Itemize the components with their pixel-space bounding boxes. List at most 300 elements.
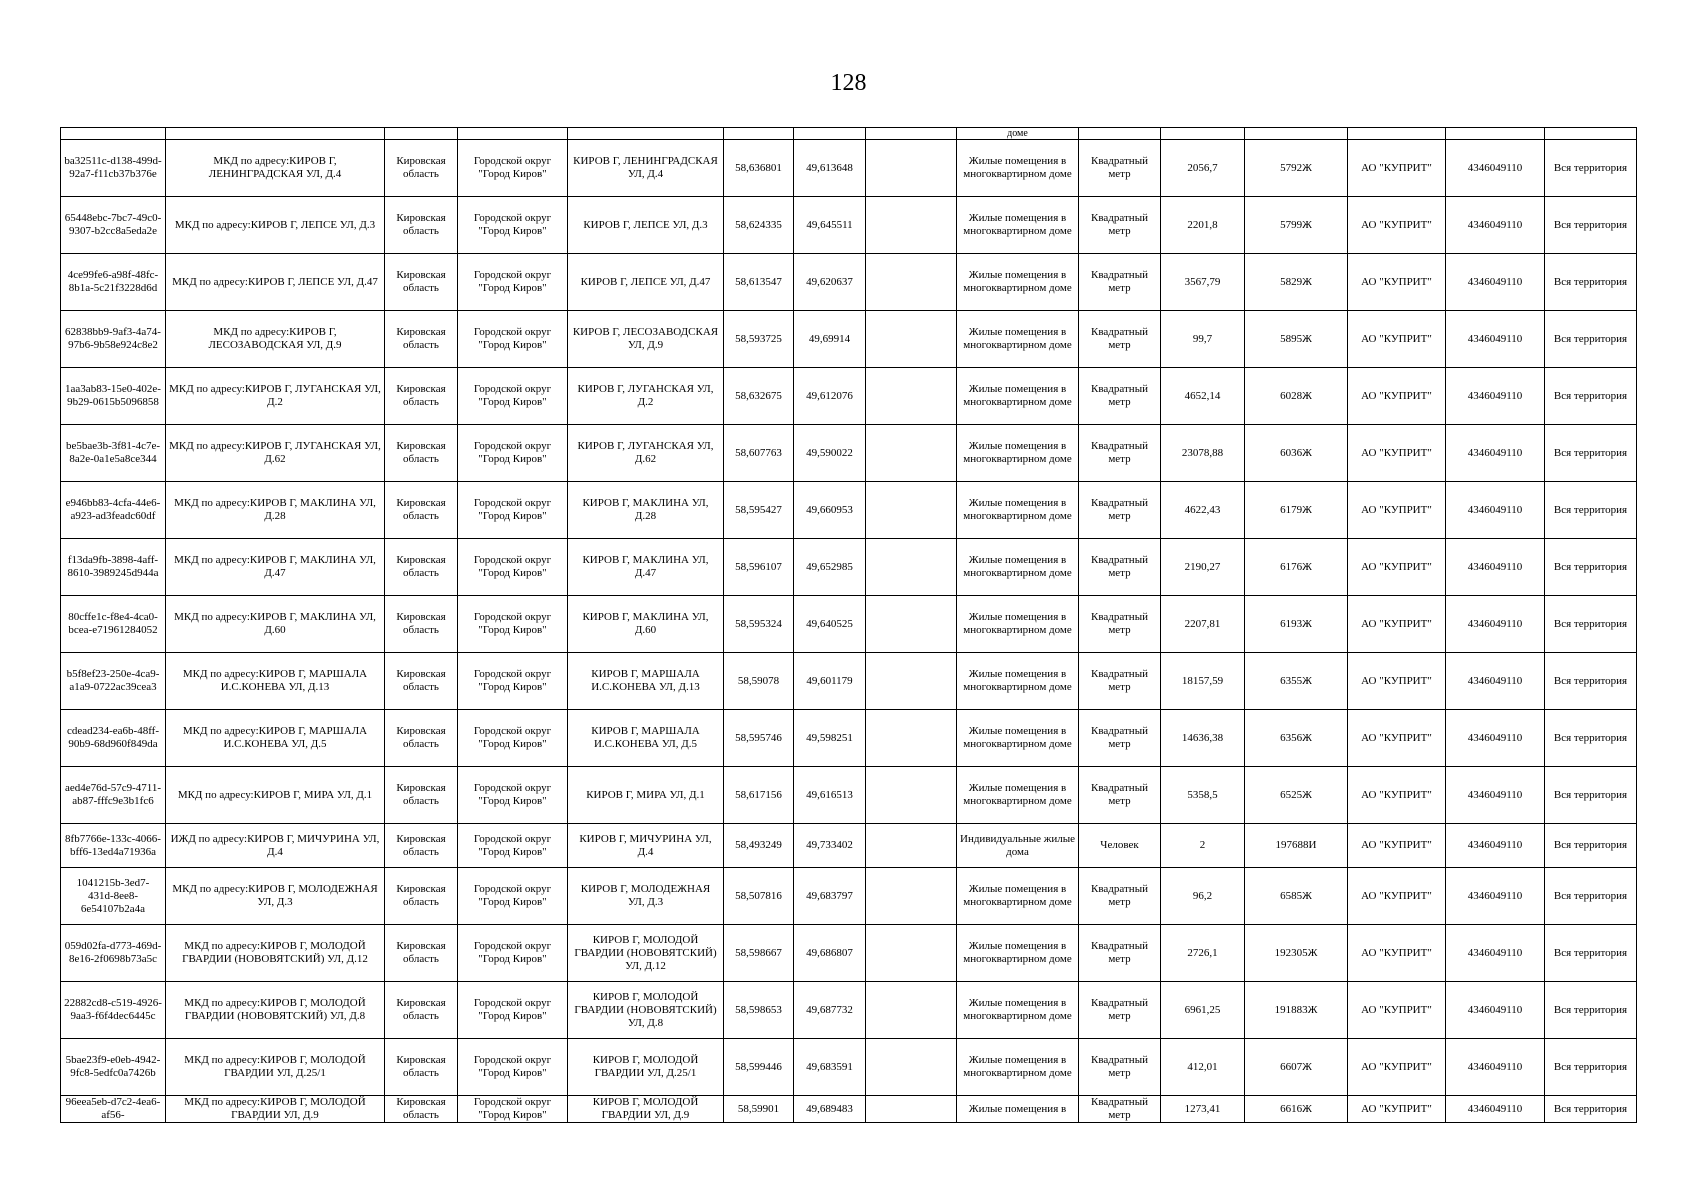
cell-id: 65448ebc-7bc7-49c0-9307-b2cc8a5eda2e: [61, 197, 166, 254]
cell-name: МКД по адресу:КИРОВ Г, МАКЛИНА УЛ, Д.28: [166, 482, 385, 539]
cell-territory: Вся территория: [1545, 1096, 1637, 1123]
cell-region: Кировская область: [385, 254, 458, 311]
table-row: [61, 596, 1637, 653]
cell-municipality: Городской округ "Город Киров": [458, 824, 568, 868]
cell-code: 6355Ж: [1245, 653, 1348, 710]
cell-quantity: 2056,7: [1161, 140, 1245, 197]
cell-empty: [866, 925, 957, 982]
table-row: [61, 425, 1637, 482]
table-row: [61, 197, 1637, 254]
cell-organization: АО "КУПРИТ": [1348, 425, 1446, 482]
cell-name: МКД по адресу:КИРОВ Г, ЛУГАНСКАЯ УЛ, Д.62: [166, 425, 385, 482]
cell-code: 6028Ж: [1245, 368, 1348, 425]
cell-organization: АО "КУПРИТ": [1348, 140, 1446, 197]
cell-empty: [866, 368, 957, 425]
cell-quantity: 5358,5: [1161, 767, 1245, 824]
cell-inn: 4346049110: [1446, 254, 1545, 311]
cell-code: 6193Ж: [1245, 596, 1348, 653]
cell-territory: Вся территория: [1545, 653, 1637, 710]
cell-empty: [568, 128, 724, 140]
cell-code: 5895Ж: [1245, 311, 1348, 368]
cell-inn: 4346049110: [1446, 1096, 1545, 1123]
cell-territory: Вся территория: [1545, 311, 1637, 368]
table-row: [61, 1096, 1637, 1123]
cell-id: 1041215b-3ed7-431d-8ee8-6e54107b2a4a: [61, 868, 166, 925]
cell-unit: Квадратный метр: [1079, 539, 1161, 596]
cell-longitude: 49,69914: [794, 311, 866, 368]
cell-id: 4ce99fe6-a98f-48fc-8b1a-5c21f3228d6d: [61, 254, 166, 311]
table-row: [61, 140, 1637, 197]
cell-id: be5bae3b-3f81-4c7e-8a2e-0a1e5a8ce344: [61, 425, 166, 482]
table-row: [61, 868, 1637, 925]
cell-inn: 4346049110: [1446, 197, 1545, 254]
cell-empty: [1161, 128, 1245, 140]
cell-latitude: 58,596107: [724, 539, 794, 596]
cell-territory: Вся территория: [1545, 982, 1637, 1039]
cell-empty: [866, 653, 957, 710]
table-body: [61, 128, 1637, 1123]
cell-territory: Вся территория: [1545, 140, 1637, 197]
cell-address: КИРОВ Г, МОЛОДОЙ ГВАРДИИ (НОВОВЯТСКИЙ) УЛ, Д.8: [568, 982, 724, 1039]
cell-id: 62838bb9-9af3-4a74-97b6-9b58e924c8e2: [61, 311, 166, 368]
cell-name: МКД по адресу:КИРОВ Г, МОЛОДЕЖНАЯ УЛ, Д.3: [166, 868, 385, 925]
cell-longitude: 49,689483: [794, 1096, 866, 1123]
cell-address: КИРОВ Г, МИРА УЛ, Д.1: [568, 767, 724, 824]
cell-object-type: Жилые помещения в многоквартирном доме: [957, 197, 1079, 254]
cell-unit: Квадратный метр: [1079, 311, 1161, 368]
cell-organization: АО "КУПРИТ": [1348, 653, 1446, 710]
cell-organization: АО "КУПРИТ": [1348, 710, 1446, 767]
cell-id: 80cffe1c-f8e4-4ca0-bcea-e71961284052: [61, 596, 166, 653]
cell-address: КИРОВ Г, ЛУГАНСКАЯ УЛ, Д.2: [568, 368, 724, 425]
cell-empty: [866, 710, 957, 767]
cell-region: Кировская область: [385, 197, 458, 254]
cell-municipality: Городской округ "Город Киров": [458, 539, 568, 596]
table-row: [61, 982, 1637, 1039]
cell-longitude: 49,601179: [794, 653, 866, 710]
cell-territory: Вся территория: [1545, 482, 1637, 539]
cell-inn: 4346049110: [1446, 539, 1545, 596]
cell-address: КИРОВ Г, МАКЛИНА УЛ, Д.60: [568, 596, 724, 653]
cell-empty: [866, 824, 957, 868]
cell-code: 197688И: [1245, 824, 1348, 868]
continuation-strip: [61, 128, 1637, 140]
cell-longitude: 49,686807: [794, 925, 866, 982]
cell-inn: 4346049110: [1446, 368, 1545, 425]
cell-empty: [1245, 128, 1348, 140]
cell-unit: Квадратный метр: [1079, 425, 1161, 482]
cell-id: e946bb83-4cfa-44e6-a923-ad3feadc60df: [61, 482, 166, 539]
cell-quantity: 6961,25: [1161, 982, 1245, 1039]
cell-code: 5799Ж: [1245, 197, 1348, 254]
cell-inn: 4346049110: [1446, 482, 1545, 539]
cell-longitude: 49,640525: [794, 596, 866, 653]
cell-name: МКД по адресу:КИРОВ Г, ЛЕПСЕ УЛ, Д.47: [166, 254, 385, 311]
cell-municipality: Городской округ "Город Киров": [458, 868, 568, 925]
cell-longitude: 49,733402: [794, 824, 866, 868]
cell-unit: Квадратный метр: [1079, 1096, 1161, 1123]
cell-territory: Вся территория: [1545, 368, 1637, 425]
cell-address: КИРОВ Г, ЛЕСОЗАВОДСКАЯ УЛ, Д.9: [568, 311, 724, 368]
cell-empty: [458, 128, 568, 140]
cell-address: КИРОВ Г, МАРШАЛА И.С.КОНЕВА УЛ, Д.13: [568, 653, 724, 710]
cell-quantity: 2726,1: [1161, 925, 1245, 982]
cell-name: ИЖД по адресу:КИРОВ Г, МИЧУРИНА УЛ, Д.4: [166, 824, 385, 868]
cell-object-type: Жилые помещения в многоквартирном доме: [957, 868, 1079, 925]
cell-municipality: Городской округ "Город Киров": [458, 197, 568, 254]
table-row: [61, 368, 1637, 425]
cell-id: b5f8ef23-250e-4ca9-a1a9-0722ac39cea3: [61, 653, 166, 710]
cell-longitude: 49,613648: [794, 140, 866, 197]
cell-unit: Квадратный метр: [1079, 767, 1161, 824]
cell-empty: [866, 767, 957, 824]
cell-empty: [866, 982, 957, 1039]
cell-municipality: Городской округ "Город Киров": [458, 254, 568, 311]
cell-code: 192305Ж: [1245, 925, 1348, 982]
cell-inn: 4346049110: [1446, 925, 1545, 982]
cell-organization: АО "КУПРИТ": [1348, 539, 1446, 596]
cell-unit: Квадратный метр: [1079, 197, 1161, 254]
table-row: [61, 1039, 1637, 1096]
cell-address: КИРОВ Г, МОЛОДОЙ ГВАРДИИ УЛ, Д.25/1: [568, 1039, 724, 1096]
cell-region: Кировская область: [385, 482, 458, 539]
cell-empty: [724, 128, 794, 140]
cell-municipality: Городской округ "Город Киров": [458, 425, 568, 482]
cell-latitude: 58,598653: [724, 982, 794, 1039]
cell-code: 5829Ж: [1245, 254, 1348, 311]
cell-object-type: Жилые помещения в многоквартирном доме: [957, 140, 1079, 197]
cell-quantity: 96,2: [1161, 868, 1245, 925]
cell-code: 6036Ж: [1245, 425, 1348, 482]
cell-territory: Вся территория: [1545, 254, 1637, 311]
cell-unit: Квадратный метр: [1079, 140, 1161, 197]
cell-code: 6525Ж: [1245, 767, 1348, 824]
cell-empty: [166, 128, 385, 140]
cell-region: Кировская область: [385, 767, 458, 824]
cell-organization: АО "КУПРИТ": [1348, 1039, 1446, 1096]
cell-quantity: 4622,43: [1161, 482, 1245, 539]
cell-name: МКД по адресу:КИРОВ Г, МОЛОДОЙ ГВАРДИИ УЛ, Д.25/1: [166, 1039, 385, 1096]
cell-unit: Квадратный метр: [1079, 925, 1161, 982]
cell-object-type: Индивидуальные жилые дома: [957, 824, 1079, 868]
cell-organization: АО "КУПРИТ": [1348, 254, 1446, 311]
cell-id: aed4e76d-57c9-4711-ab87-fffc9e3b1fc6: [61, 767, 166, 824]
cell-unit: Квадратный метр: [1079, 596, 1161, 653]
cell-latitude: 58,613547: [724, 254, 794, 311]
cell-name: МКД по адресу:КИРОВ Г, МОЛОДОЙ ГВАРДИИ УЛ, Д.9: [166, 1096, 385, 1123]
cell-municipality: Городской округ "Город Киров": [458, 710, 568, 767]
cell-longitude: 49,620637: [794, 254, 866, 311]
cell-quantity: 2207,81: [1161, 596, 1245, 653]
cell-region: Кировская область: [385, 596, 458, 653]
cell-name: МКД по адресу:КИРОВ Г, МОЛОДОЙ ГВАРДИИ (НОВОВЯТСКИЙ) УЛ, Д.8: [166, 982, 385, 1039]
cell-territory: Вся территория: [1545, 824, 1637, 868]
cell-quantity: 14636,38: [1161, 710, 1245, 767]
table-row: [61, 311, 1637, 368]
cell-territory: Вся территория: [1545, 539, 1637, 596]
cell-id: 1aa3ab83-15e0-402e-9b29-0615b5096858: [61, 368, 166, 425]
cell-quantity: 2201,8: [1161, 197, 1245, 254]
cell-inn: 4346049110: [1446, 425, 1545, 482]
cell-name: МКД по адресу:КИРОВ Г, МАКЛИНА УЛ, Д.60: [166, 596, 385, 653]
cell-municipality: Городской округ "Город Киров": [458, 1039, 568, 1096]
cell-object-type: Жилые помещения в многоквартирном доме: [957, 596, 1079, 653]
cell-code: 6179Ж: [1245, 482, 1348, 539]
cell-municipality: Городской округ "Город Киров": [458, 368, 568, 425]
table-row: [61, 710, 1637, 767]
cell-latitude: 58,599446: [724, 1039, 794, 1096]
cell-inn: 4346049110: [1446, 982, 1545, 1039]
cell-address: КИРОВ Г, МАКЛИНА УЛ, Д.47: [568, 539, 724, 596]
cell-municipality: Городской округ "Город Киров": [458, 311, 568, 368]
table-row: [61, 482, 1637, 539]
table-row: [61, 925, 1637, 982]
cell-inn: 4346049110: [1446, 140, 1545, 197]
cell-latitude: 58,595746: [724, 710, 794, 767]
cell-quantity: 1273,41: [1161, 1096, 1245, 1123]
cell-quantity: 4652,14: [1161, 368, 1245, 425]
cell-quantity: 18157,59: [1161, 653, 1245, 710]
cell-object-type: Жилые помещения в многоквартирном доме: [957, 425, 1079, 482]
cell-longitude: 49,660953: [794, 482, 866, 539]
cell-address: КИРОВ Г, МИЧУРИНА УЛ, Д.4: [568, 824, 724, 868]
cell-latitude: 58,636801: [724, 140, 794, 197]
page-number: 128: [830, 70, 867, 96]
cell-unit: Квадратный метр: [1079, 1039, 1161, 1096]
cell-municipality: Городской округ "Город Киров": [458, 982, 568, 1039]
cell-municipality: Городской округ "Город Киров": [458, 140, 568, 197]
cell-latitude: 58,507816: [724, 868, 794, 925]
cell-address: КИРОВ Г, ЛЕНИНГРАДСКАЯ УЛ, Д.4: [568, 140, 724, 197]
cell-unit: Квадратный метр: [1079, 982, 1161, 1039]
cell-name: МКД по адресу:КИРОВ Г, ЛУГАНСКАЯ УЛ, Д.2: [166, 368, 385, 425]
cell-organization: АО "КУПРИТ": [1348, 368, 1446, 425]
cell-address: КИРОВ Г, МОЛОДОЙ ГВАРДИИ (НОВОВЯТСКИЙ) УЛ, Д.12: [568, 925, 724, 982]
cell-municipality: Городской округ "Город Киров": [458, 767, 568, 824]
cell-inn: 4346049110: [1446, 824, 1545, 868]
cell-inn: 4346049110: [1446, 596, 1545, 653]
cell-organization: АО "КУПРИТ": [1348, 868, 1446, 925]
cell-longitude: 49,590022: [794, 425, 866, 482]
cell-name: МКД по адресу:КИРОВ Г, ЛЕПСЕ УЛ, Д.3: [166, 197, 385, 254]
cell-organization: АО "КУПРИТ": [1348, 197, 1446, 254]
cell-object-type: Жилые помещения в многоквартирном доме: [957, 368, 1079, 425]
cell-latitude: 58,493249: [724, 824, 794, 868]
cell-inn: 4346049110: [1446, 653, 1545, 710]
table-row: [61, 653, 1637, 710]
cell-id: 5bae23f9-e0eb-4942-9fc8-5edfc0a7426b: [61, 1039, 166, 1096]
cell-organization: АО "КУПРИТ": [1348, 982, 1446, 1039]
cell-empty: [61, 128, 166, 140]
cell-territory: Вся территория: [1545, 596, 1637, 653]
cell-region: Кировская область: [385, 710, 458, 767]
cell-quantity: 2190,27: [1161, 539, 1245, 596]
cell-empty: [1446, 128, 1545, 140]
cell-object-type: Жилые помещения в многоквартирном доме: [957, 653, 1079, 710]
cell-empty: [866, 254, 957, 311]
cell-empty: [794, 128, 866, 140]
cell-region: Кировская область: [385, 1039, 458, 1096]
cell-latitude: 58,593725: [724, 311, 794, 368]
cell-empty: [1348, 128, 1446, 140]
cell-object-type: доме: [957, 128, 1079, 140]
cell-municipality: Городской округ "Город Киров": [458, 1096, 568, 1123]
cell-quantity: 99,7: [1161, 311, 1245, 368]
cell-inn: 4346049110: [1446, 710, 1545, 767]
cell-latitude: 58,595427: [724, 482, 794, 539]
cell-unit: Квадратный метр: [1079, 482, 1161, 539]
cell-address: КИРОВ Г, ЛУГАНСКАЯ УЛ, Д.62: [568, 425, 724, 482]
cell-organization: АО "КУПРИТ": [1348, 311, 1446, 368]
cell-unit: Квадратный метр: [1079, 653, 1161, 710]
cell-code: 6616Ж: [1245, 1096, 1348, 1123]
cell-municipality: Городской округ "Город Киров": [458, 653, 568, 710]
cell-longitude: 49,645511: [794, 197, 866, 254]
cell-code: 6607Ж: [1245, 1039, 1348, 1096]
cell-id: f13da9fb-3898-4aff-8610-3989245d944a: [61, 539, 166, 596]
cell-address: КИРОВ Г, МОЛОДЕЖНАЯ УЛ, Д.3: [568, 868, 724, 925]
cell-empty: [866, 868, 957, 925]
cell-longitude: 49,598251: [794, 710, 866, 767]
cell-region: Кировская область: [385, 824, 458, 868]
cell-territory: Вся территория: [1545, 925, 1637, 982]
cell-quantity: 412,01: [1161, 1039, 1245, 1096]
registry-table: [60, 127, 1637, 1123]
cell-empty: [866, 140, 957, 197]
cell-latitude: 58,595324: [724, 596, 794, 653]
cell-id: 96eea5eb-d7c2-4ea6-af56-: [61, 1096, 166, 1123]
cell-region: Кировская область: [385, 1096, 458, 1123]
cell-longitude: 49,687732: [794, 982, 866, 1039]
cell-address: КИРОВ Г, МОЛОДОЙ ГВАРДИИ УЛ, Д.9: [568, 1096, 724, 1123]
cell-unit: Человек: [1079, 824, 1161, 868]
cell-territory: Вся территория: [1545, 425, 1637, 482]
cell-unit: Квадратный метр: [1079, 710, 1161, 767]
cell-latitude: 58,598667: [724, 925, 794, 982]
cell-code: 191883Ж: [1245, 982, 1348, 1039]
cell-empty: [385, 128, 458, 140]
cell-organization: АО "КУПРИТ": [1348, 824, 1446, 868]
cell-address: КИРОВ Г, ЛЕПСЕ УЛ, Д.47: [568, 254, 724, 311]
cell-id: cdead234-ea6b-48ff-90b9-68d960f849da: [61, 710, 166, 767]
cell-region: Кировская область: [385, 311, 458, 368]
cell-code: 5792Ж: [1245, 140, 1348, 197]
cell-object-type: Жилые помещения в многоквартирном доме: [957, 1039, 1079, 1096]
cell-id: 22882cd8-c519-4926-9aa3-f6f4dec6445c: [61, 982, 166, 1039]
cell-empty: [1079, 128, 1161, 140]
cell-object-type: Жилые помещения в: [957, 1096, 1079, 1123]
cell-object-type: Жилые помещения в многоквартирном доме: [957, 982, 1079, 1039]
cell-organization: АО "КУПРИТ": [1348, 596, 1446, 653]
cell-region: Кировская область: [385, 868, 458, 925]
cell-quantity: 3567,79: [1161, 254, 1245, 311]
cell-name: МКД по адресу:КИРОВ Г, ЛЕНИНГРАДСКАЯ УЛ, Д.4: [166, 140, 385, 197]
cell-latitude: 58,59078: [724, 653, 794, 710]
cell-municipality: Городской округ "Город Киров": [458, 596, 568, 653]
cell-latitude: 58,624335: [724, 197, 794, 254]
cell-organization: АО "КУПРИТ": [1348, 925, 1446, 982]
table-row: [61, 254, 1637, 311]
cell-longitude: 49,683797: [794, 868, 866, 925]
cell-empty: [1545, 128, 1637, 140]
cell-empty: [866, 539, 957, 596]
cell-territory: Вся территория: [1545, 710, 1637, 767]
cell-quantity: 23078,88: [1161, 425, 1245, 482]
cell-code: 6585Ж: [1245, 868, 1348, 925]
cell-code: 6356Ж: [1245, 710, 1348, 767]
cell-inn: 4346049110: [1446, 868, 1545, 925]
cell-empty: [866, 1096, 957, 1123]
cell-address: КИРОВ Г, МАКЛИНА УЛ, Д.28: [568, 482, 724, 539]
cell-name: МКД по адресу:КИРОВ Г, МОЛОДОЙ ГВАРДИИ (НОВОВЯТСКИЙ) УЛ, Д.12: [166, 925, 385, 982]
cell-longitude: 49,652985: [794, 539, 866, 596]
cell-empty: [866, 482, 957, 539]
cell-latitude: 58,617156: [724, 767, 794, 824]
cell-address: КИРОВ Г, ЛЕПСЕ УЛ, Д.3: [568, 197, 724, 254]
cell-region: Кировская область: [385, 140, 458, 197]
cell-empty: [866, 128, 957, 140]
cell-unit: Квадратный метр: [1079, 368, 1161, 425]
cell-unit: Квадратный метр: [1079, 868, 1161, 925]
cell-id: ba32511c-d138-499d-92a7-f11cb37b376e: [61, 140, 166, 197]
cell-organization: АО "КУПРИТ": [1348, 482, 1446, 539]
table-row: [61, 824, 1637, 868]
cell-latitude: 58,632675: [724, 368, 794, 425]
cell-object-type: Жилые помещения в многоквартирном доме: [957, 539, 1079, 596]
cell-territory: Вся территория: [1545, 767, 1637, 824]
cell-code: 6176Ж: [1245, 539, 1348, 596]
cell-inn: 4346049110: [1446, 1039, 1545, 1096]
cell-organization: АО "КУПРИТ": [1348, 767, 1446, 824]
cell-inn: 4346049110: [1446, 767, 1545, 824]
cell-unit: Квадратный метр: [1079, 254, 1161, 311]
cell-empty: [866, 311, 957, 368]
cell-empty: [866, 425, 957, 482]
cell-region: Кировская область: [385, 425, 458, 482]
cell-object-type: Жилые помещения в многоквартирном доме: [957, 311, 1079, 368]
cell-longitude: 49,612076: [794, 368, 866, 425]
cell-region: Кировская область: [385, 982, 458, 1039]
cell-object-type: Жилые помещения в многоквартирном доме: [957, 710, 1079, 767]
cell-longitude: 49,616513: [794, 767, 866, 824]
cell-latitude: 58,59901: [724, 1096, 794, 1123]
cell-empty: [866, 596, 957, 653]
cell-territory: Вся территория: [1545, 197, 1637, 254]
table-row: [61, 539, 1637, 596]
cell-name: МКД по адресу:КИРОВ Г, МАКЛИНА УЛ, Д.47: [166, 539, 385, 596]
cell-name: МКД по адресу:КИРОВ Г, МИРА УЛ, Д.1: [166, 767, 385, 824]
cell-name: МКД по адресу:КИРОВ Г, ЛЕСОЗАВОДСКАЯ УЛ, Д.9: [166, 311, 385, 368]
cell-inn: 4346049110: [1446, 311, 1545, 368]
cell-territory: Вся территория: [1545, 1039, 1637, 1096]
cell-region: Кировская область: [385, 653, 458, 710]
cell-region: Кировская область: [385, 368, 458, 425]
cell-quantity: 2: [1161, 824, 1245, 868]
cell-region: Кировская область: [385, 925, 458, 982]
cell-municipality: Городской округ "Город Киров": [458, 925, 568, 982]
cell-latitude: 58,607763: [724, 425, 794, 482]
cell-object-type: Жилые помещения в многоквартирном доме: [957, 254, 1079, 311]
cell-name: МКД по адресу:КИРОВ Г, МАРШАЛА И.С.КОНЕВА УЛ, Д.5: [166, 710, 385, 767]
cell-address: КИРОВ Г, МАРШАЛА И.С.КОНЕВА УЛ, Д.5: [568, 710, 724, 767]
cell-name: МКД по адресу:КИРОВ Г, МАРШАЛА И.С.КОНЕВА УЛ, Д.13: [166, 653, 385, 710]
cell-id: 8fb7766e-133c-4066-bff6-13ed4a71936a: [61, 824, 166, 868]
cell-region: Кировская область: [385, 539, 458, 596]
cell-organization: АО "КУПРИТ": [1348, 1096, 1446, 1123]
cell-longitude: 49,683591: [794, 1039, 866, 1096]
cell-object-type: Жилые помещения в многоквартирном доме: [957, 482, 1079, 539]
cell-empty: [866, 1039, 957, 1096]
